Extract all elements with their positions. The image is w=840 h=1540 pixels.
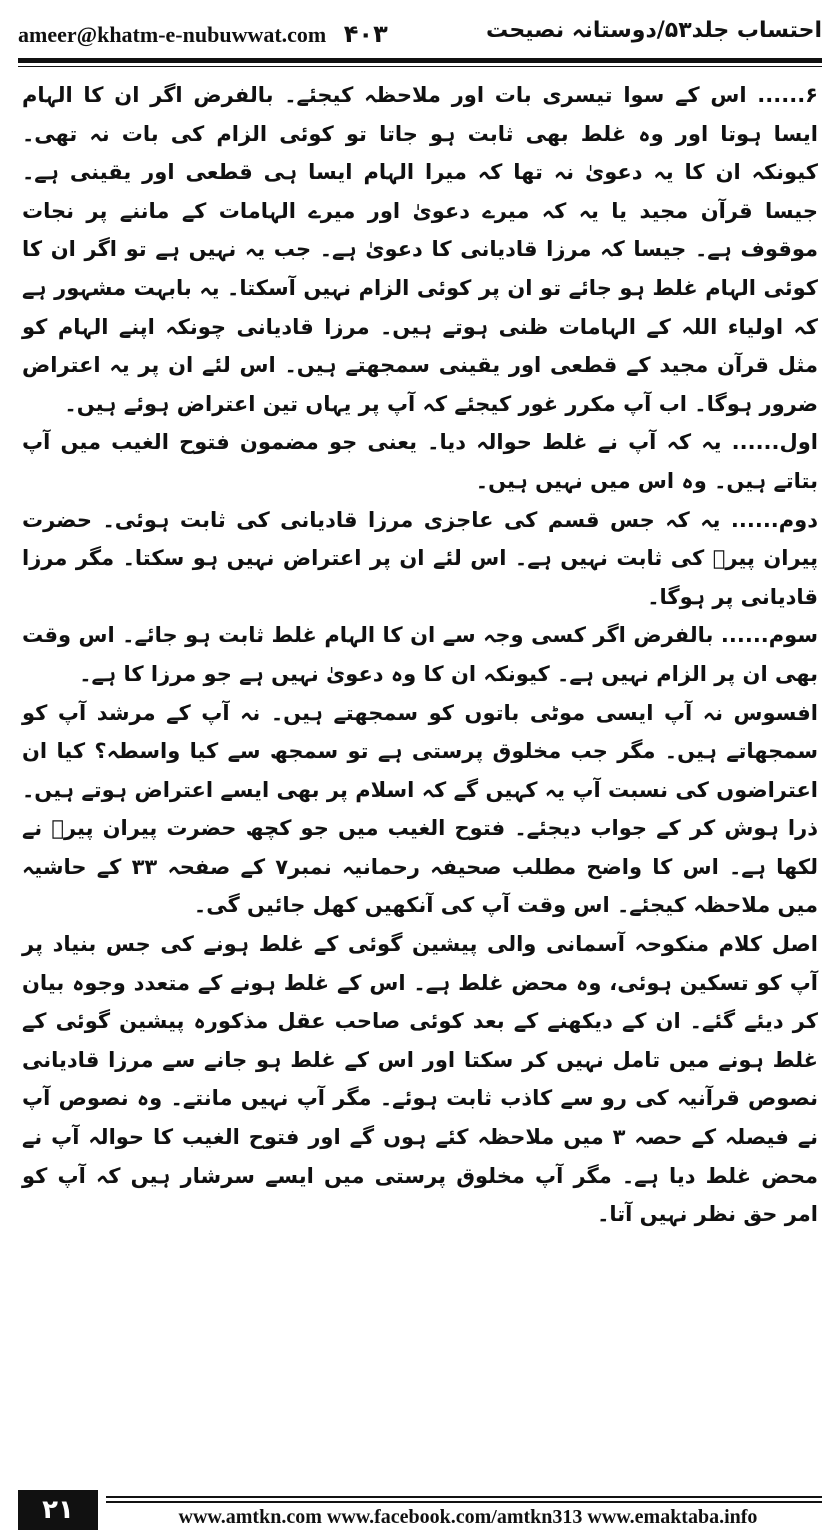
- header-title: احتساب جلد۵۳/دوستانہ نصیحت: [486, 18, 822, 43]
- paragraph-3: دوم...... یہ کہ جس قسم کی عاجزی مرزا قادیانی کی ثابت ہوئی۔ حضرت پیران پیرؒ کی ثابت نہیں ہے۔ اس لئے ان پر اعتراض نہیں ہو سکتا۔ مگر مرزا قادیانی پر ہوگا۔: [22, 507, 818, 609]
- main-text: [22, 76, 818, 1234]
- paragraph-4: سوم...... بالفرض اگر کسی وجہ سے ان کا الہام غلط ثابت ہو جائے۔ اس وقت بھی ان پر الزام نہیں ہے۔ کیونکہ ان کا وہ دعویٰ نہیں ہے جو مرزا کا ہے۔: [22, 623, 818, 686]
- paragraph-5: افسوس نہ آپ ایسی موٹی باتوں کو سمجھتے ہیں۔ نہ آپ کے مرشد آپ کو سمجھاتے ہیں۔ مگر جب مخلوق پرستی ہے تو سمجھ سے کیا واسطہ؟ کیا ان اعتراضوں کی نسبت آپ یہ کہیں گے کہ اسلام پر بھی ایسے اعتراض ہوتے ہیں۔ ذرا ہوش کر کے جواب دیجئے۔ فتوح الغیب میں جو کچھ حضرت پیران پیرؒ نے لکھا ہے۔ اس کا واضح مطلب صحیفہ رحمانیہ نمبر۷ کے صفحہ ۳۳ کے حاشیہ میں ملاحظہ کیجئے۔ اس وقت آپ کی آنکھیں کھل جائیں گی۔: [22, 700, 819, 918]
- header-rule-thick: [18, 58, 822, 63]
- footer-rule-bottom: [106, 1501, 822, 1503]
- page-footer: [18, 1490, 822, 1530]
- footer-urls: www.amtkn.com www.facebook.com/amtkn313 www.emaktaba.info: [178, 1506, 758, 1528]
- footer-rule-top: [106, 1496, 822, 1498]
- header-email: ameer@khatm-e-nubuwwat.com: [18, 22, 327, 47]
- paragraph-2: اول...... یہ کہ آپ نے غلط حوالہ دیا۔ یعنی جو مضمون فتوح الغیب میں آپ بتاتے ہیں۔ وہ اس میں نہیں ہیں۔: [22, 430, 818, 493]
- header-rule-thin: [18, 66, 822, 67]
- header-page-number: ۴۰۳: [343, 20, 388, 48]
- header-left: [18, 20, 388, 48]
- paragraph-1: ۶...... اس کے سوا تیسری بات اور ملاحظہ کیجئے۔ بالفرض اگر ان کا الہام ایسا ہوتا اور وہ غلط بھی ثابت ہو جاتا تو کوئی الزام کی بات نہ تھی۔ کیونکہ ان کا یہ دعویٰ نہ تھا کہ میرا الہام ایسا ہی قطعی اور یقینی ہے۔ جیسا قرآن مجید یا یہ کہ میرے دعویٰ اور میرے الہامات کے ماننے پر نجات موقوف ہے۔ جیسا کہ مرزا قادیانی کا دعویٰ ہے۔ جب یہ نہیں ہے تو اگر ان کا کوئی الہام غلط ہو جائے تو ان پر کوئی الزام نہیں آسکتا۔ یہ بابہت مشہور ہے کہ اولیاء اللہ کے الہامات ظنی ہوتے ہیں۔ مرزا قادیانی چونکہ اپنے الہام کو مثل قرآن مجید کے قطعی اور یقینی سمجھتے ہیں۔ اس لئے ان پر یہ اعتراض ضرور ہوگا۔ اب آپ مکرر غور کیجئے کہ آپ پر یہاں تین اعتراض ہوئے ہیں۔: [22, 83, 818, 416]
- page-header: [18, 14, 822, 54]
- paragraph-6: اصل کلام منکوحہ آسمانی والی پیشین گوئی کے غلط ہونے کی جس بنیاد پر آپ کو تسکین ہوئی، وہ محض غلط ہے۔ اس کے غلط ہونے کے متعدد وجوہ بیان کر دیئے گئے۔ ان کے دیکھنے کے بعد کوئی صاحب عقل مذکورہ پیشین گوئی کے غلط ہونے میں تامل نہیں کر سکتا اور اس کے غلط ہو جانے سے مرزا قادیانی نصوص قرآنیہ کی رو سے کاذب ثابت ہوئے۔ مگر آپ نہیں مانتے۔ وہ نصوص آپ نے فیصلہ کے حصہ ۳ میں ملاحظہ کئے ہوں گے اور فتوح الغیب کا حوالہ آپ نے محض غلط دیا ہے۔ مگر آپ مخلوق پرستی میں ایسے سرشار ہیں کہ آپ کو امر حق نظر نہیں آتا۔: [22, 932, 818, 1227]
- footer-page-number: ۲۱: [18, 1490, 98, 1530]
